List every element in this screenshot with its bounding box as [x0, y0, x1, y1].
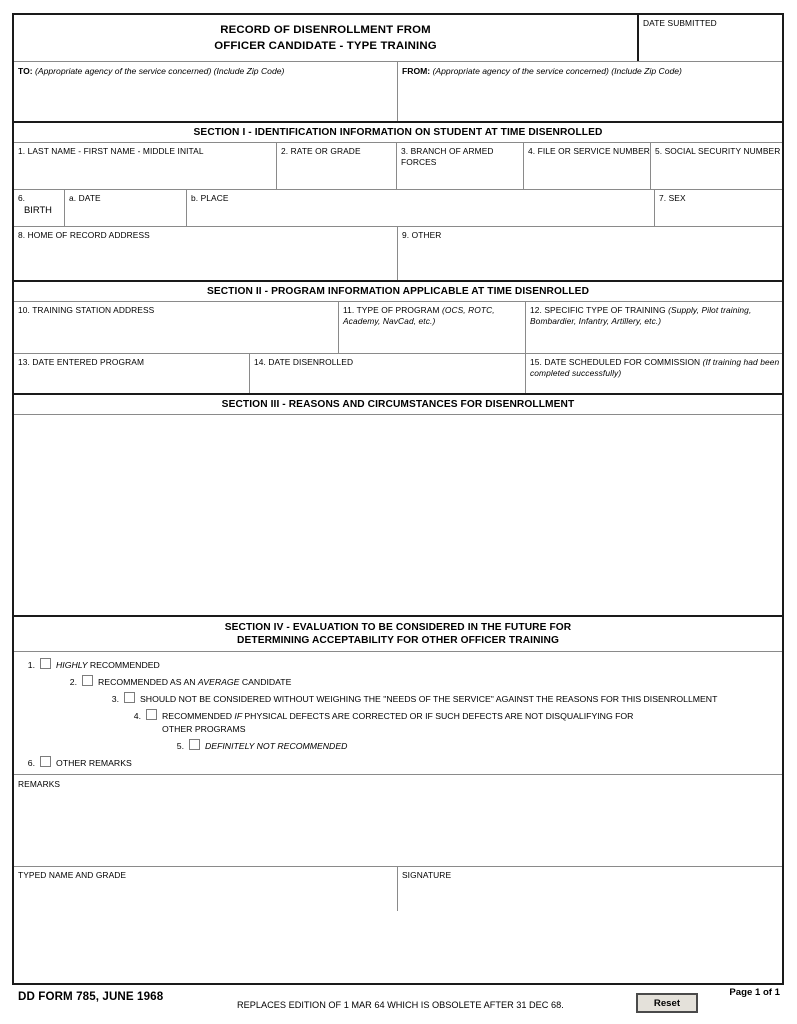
to-field[interactable] [14, 62, 398, 121]
birth-number: 6. [18, 193, 25, 203]
form-title-line-1: RECORD OF DISENROLLMENT FROM [220, 24, 431, 36]
from-field[interactable] [398, 62, 782, 121]
to-label-text: TO: [18, 66, 33, 76]
option-1-label [56, 658, 160, 672]
evaluation-option-5[interactable] [169, 739, 782, 753]
training-station-address-label: 10. TRAINING STATION ADDRESS [18, 305, 155, 315]
rate-or-grade-field[interactable] [277, 143, 397, 189]
file-or-service-number-field[interactable] [524, 143, 651, 189]
last-first-middle-field[interactable] [14, 143, 277, 189]
date-scheduled-for-commission-label [526, 354, 782, 378]
evaluation-options-list [14, 652, 782, 775]
option-1-number: 1. [27, 660, 35, 670]
page-number: Page 1 of 1 [729, 987, 780, 998]
option-6-text-pre: OTHER REMARKS [56, 758, 132, 769]
last-first-middle-label: 1. LAST NAME - FIRST NAME - MIDDLE INITAL [18, 146, 204, 156]
form-title-line-2: OFFICER CANDIDATE - TYPE TRAINING [214, 40, 437, 52]
dd-form-785 [12, 13, 784, 985]
option-3-text-pre: SHOULD NOT BE CONSIDERED WITHOUT WEIGHING THE "NEEDS OF THE SERVICE" AGAINST THE REASONS FOR THIS DISENROLLMENT [140, 694, 718, 705]
remarks-label: REMARKS [18, 778, 61, 789]
option-1-text-italic: HIGHLY [56, 660, 90, 670]
section-2-header: SECTION II - PROGRAM INFORMATION APPLICABLE AT TIME DISENROLLED [14, 280, 782, 302]
birth-group-label [14, 190, 65, 226]
remarks-field[interactable] [14, 775, 782, 867]
option-4-text-pre: RECOMMENDED [162, 711, 235, 722]
birth-date-field[interactable] [65, 190, 187, 226]
evaluation-option-3[interactable] [104, 692, 782, 706]
date-disenrolled-label: 14. DATE DISENROLLED [254, 357, 354, 367]
option-2-text-post: CANDIDATE [241, 677, 292, 688]
sex-field[interactable] [655, 190, 782, 226]
section-3-header: SECTION III - REASONS AND CIRCUMSTANCES FOR DISENROLLMENT [14, 393, 782, 415]
from-label [398, 62, 782, 76]
option-2-text-pre: RECOMMENDED AS AN [98, 677, 198, 688]
type-of-program-label-text: 11. TYPE OF PROGRAM [343, 305, 442, 315]
signature-label: SIGNATURE [402, 869, 452, 880]
option-4-text-italic: IF [234, 711, 245, 722]
reasons-and-circumstances-field[interactable] [14, 415, 782, 615]
option-2-label [98, 675, 291, 689]
section-1-row-3 [14, 227, 782, 280]
option-2-number: 2. [69, 677, 77, 688]
from-hint: (Appropriate agency of the service concerned) (Include Zip Code) [432, 66, 682, 76]
home-of-record-address-field[interactable] [14, 227, 398, 280]
section-4-header-line-2: DETERMINING ACCEPTABILITY FOR OTHER OFFICER TRAINING [237, 635, 559, 646]
section-1-header: SECTION I - IDENTIFICATION INFORMATION ON STUDENT AT TIME DISENROLLED [14, 121, 782, 143]
option-4-label [162, 709, 662, 735]
sex-label: 7. SEX [659, 193, 686, 203]
rate-or-grade-label: 2. RATE OR GRADE [281, 146, 361, 156]
option-2-checkbox[interactable] [82, 675, 93, 686]
option-6-checkbox[interactable] [40, 756, 51, 767]
option-2-text-italic: AVERAGE [197, 677, 242, 688]
section-2-row-1 [14, 302, 782, 354]
to-from-row [14, 62, 782, 121]
option-5-number: 5. [176, 740, 184, 751]
replaces-edition-note: REPLACES EDITION OF 1 MAR 64 WHICH IS OBSOLETE AFTER 31 DEC 68. [237, 1000, 564, 1010]
section-4-header-line-1: SECTION IV - EVALUATION TO BE CONSIDERED IN THE FUTURE FOR [224, 622, 572, 633]
other-label: 9. OTHER [402, 230, 442, 240]
section-1-row-1 [14, 143, 782, 190]
option-5-text-italic: DEFINITELY NOT RECOMMENDED [205, 740, 348, 751]
form-title [14, 15, 639, 61]
evaluation-option-6[interactable] [20, 756, 782, 770]
type-of-program-hint: (OCS, ROTC, Academy, NavCad, etc.) [343, 305, 495, 326]
specific-type-of-training-label-text: 12. SPECIFIC TYPE OF TRAINING [530, 305, 669, 315]
section-4-header [14, 615, 782, 652]
form-header [14, 15, 782, 62]
option-4-number: 4. [133, 711, 141, 722]
date-entered-program-field[interactable] [14, 354, 250, 393]
date-scheduled-for-commission-label-text: 15. DATE SCHEDULED FOR COMMISSION [530, 357, 703, 367]
specific-type-of-training-hint: (Supply, Pilot training, Bombardier, Infantry, Artillery, etc.) [530, 305, 752, 326]
birth-word: BIRTH [24, 204, 52, 215]
home-of-record-address-label: 8. HOME OF RECORD ADDRESS [18, 230, 150, 240]
birth-date-label: a. DATE [69, 193, 101, 203]
typed-name-and-grade-label: TYPED NAME AND GRADE [18, 869, 127, 880]
option-1-text-post: RECOMMENDED [89, 660, 160, 670]
specific-type-of-training-field[interactable] [526, 302, 782, 353]
date-entered-program-label: 13. DATE ENTERED PROGRAM [18, 357, 145, 367]
evaluation-option-2[interactable] [62, 675, 782, 689]
option-5-checkbox[interactable] [189, 739, 200, 750]
specific-type-of-training-label [526, 302, 782, 326]
date-submitted-field[interactable] [639, 15, 782, 61]
option-3-checkbox[interactable] [124, 692, 135, 703]
birth-place-label: b. PLACE [191, 193, 229, 203]
branch-of-armed-forces-field[interactable] [397, 143, 524, 189]
option-3-number: 3. [111, 694, 119, 705]
typed-name-and-grade-field[interactable] [14, 867, 398, 911]
date-scheduled-for-commission-field[interactable] [526, 354, 782, 393]
social-security-number-field[interactable] [651, 143, 782, 189]
option-4-checkbox[interactable] [146, 709, 157, 720]
type-of-program-field[interactable] [339, 302, 526, 353]
to-hint: (Appropriate agency of the service concerned) (Include Zip Code) [35, 66, 285, 76]
other-field[interactable] [398, 227, 782, 280]
file-or-service-number-label: 4. FILE OR SERVICE NUMBER [528, 146, 650, 156]
option-1-checkbox[interactable] [40, 658, 51, 669]
from-label-text: FROM: [402, 66, 431, 76]
to-label [14, 62, 397, 76]
birth-place-field[interactable] [187, 190, 655, 226]
date-submitted-label: DATE SUBMITTED [643, 18, 717, 28]
option-6-label [56, 756, 132, 770]
form-footer [12, 987, 784, 1021]
date-disenrolled-field[interactable] [250, 354, 526, 393]
reset-button[interactable]: Reset [636, 993, 698, 1013]
option-6-number: 6. [27, 758, 35, 769]
branch-of-armed-forces-label: 3. BRANCH OF ARMED FORCES [401, 146, 494, 167]
section-1-row-2 [14, 190, 782, 227]
date-scheduled-for-commission-hint: (If training had been completed successfully) [530, 357, 780, 378]
signature-row [14, 867, 782, 911]
type-of-program-label [339, 302, 525, 326]
option-3-label [140, 692, 717, 706]
evaluation-option-1[interactable] [20, 658, 782, 672]
training-station-address-field[interactable] [14, 302, 339, 353]
option-5-label [205, 739, 347, 753]
evaluation-option-4[interactable] [126, 709, 782, 735]
form-identifier: DD FORM 785, JUNE 1968 [18, 990, 164, 1003]
section-2-row-2 [14, 354, 782, 393]
social-security-number-label: 5. SOCIAL SECURITY NUMBER [655, 146, 781, 156]
option-4-text-post: PHYSICAL DEFECTS ARE CORRECTED OR IF SUCH DEFECTS ARE NOT DISQUALIFYING FOR OTHER PROGRAMS [162, 711, 634, 734]
signature-field[interactable] [398, 867, 782, 911]
